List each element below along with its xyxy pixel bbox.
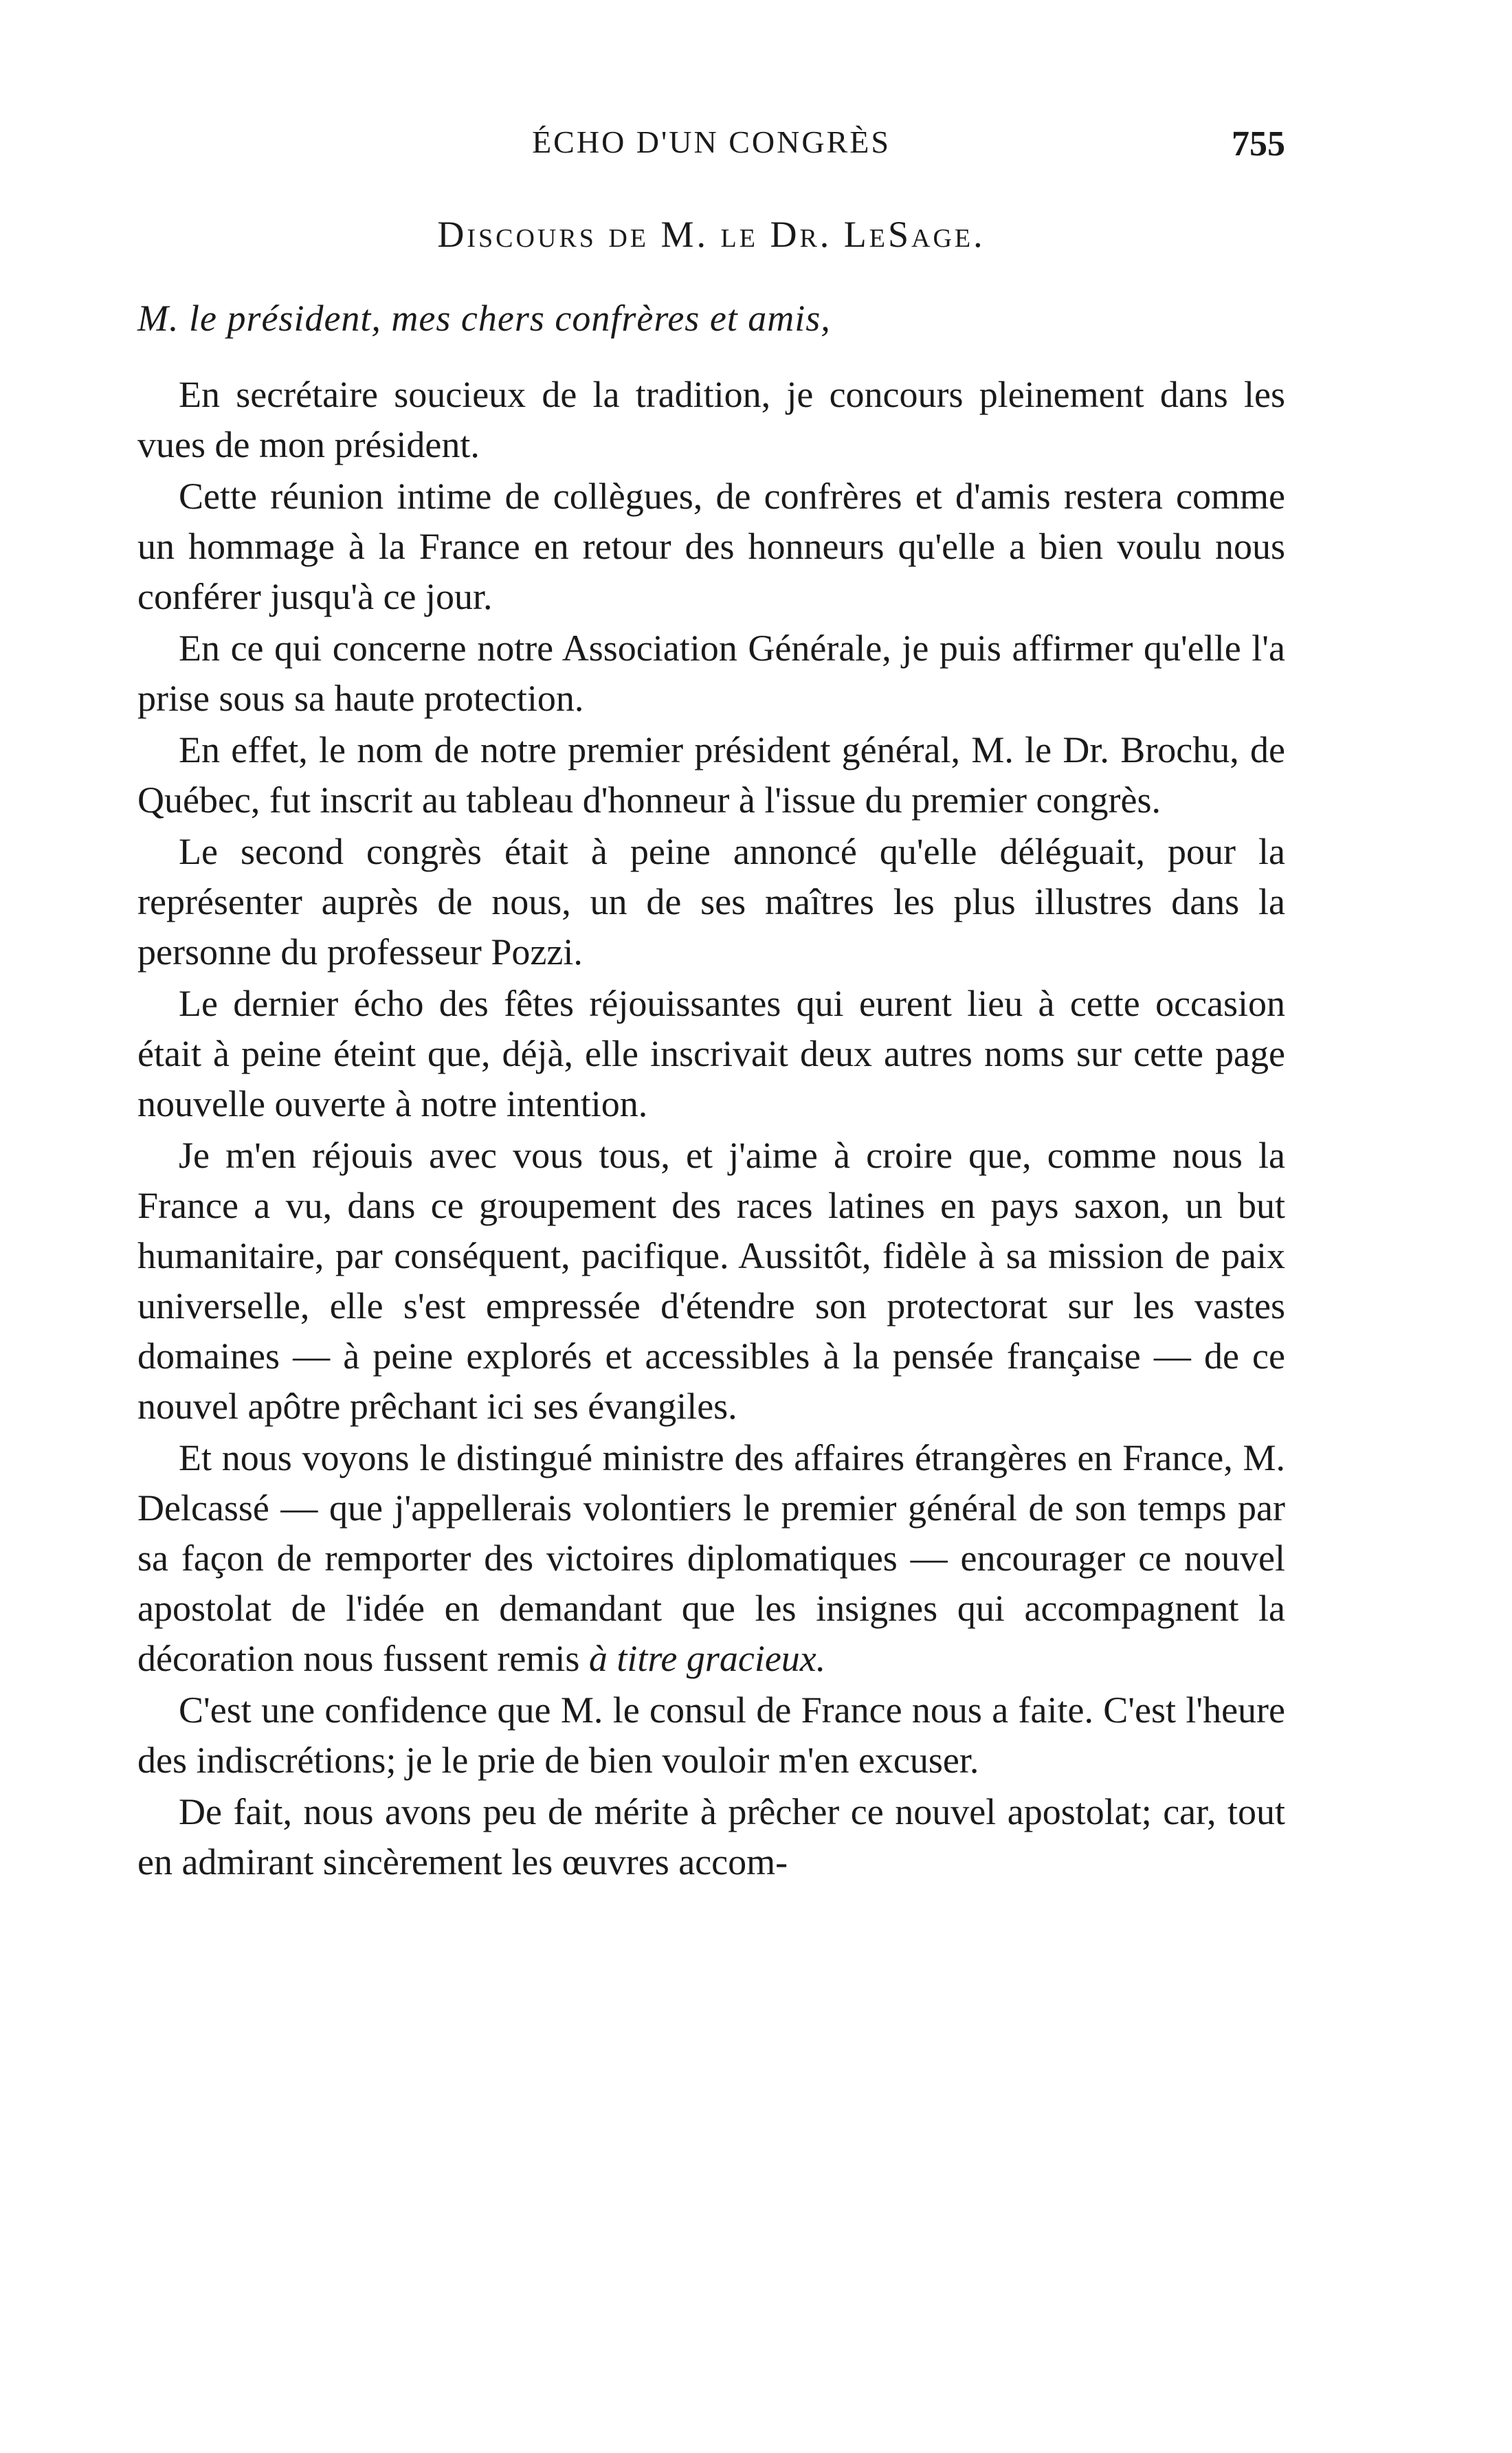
- paragraph: Je m'en réjouis avec vous tous, et j'aime à croire que, comme nous la France a vu, dans ce groupement des races latines en pays saxon, un but humanitaire, par conséquent, pacifique. Aussitôt, fidèle à sa mission de paix universelle, elle s'est empressée d'étendre son protectorat sur les vastes domaines — à peine explorés et accessibles à la pensée française — de ce nouvel apôtre prêchant ici ses évangiles.: [137, 1135, 1285, 1427]
- page-number: 755: [1232, 124, 1285, 164]
- running-head: [137, 124, 1285, 179]
- paragraph: Le second congrès était à peine annoncé qu'elle déléguait, pour la représenter auprès de nous, un de ses maîtres les plus illustres dans la personne du professeur Pozzi.: [137, 831, 1285, 973]
- paragraph: Le dernier écho des fêtes réjouissantes qui eurent lieu à cette occasion était à peine éteint que, déjà, elle inscrivait deux autres noms sur cette page nouvelle ouverte à notre intention.: [137, 983, 1285, 1124]
- paragraph: De fait, nous avons peu de mérite à prêcher ce nouvel apostolat; car, tout en admirant sincèrement les œuvres accom-: [137, 1791, 1285, 1883]
- running-title: ÉCHO D'UN CONGRÈS: [532, 124, 891, 159]
- book-page: [137, 124, 1285, 1889]
- paragraph-text: Et nous voyons le distingué ministre des affaires étrangères en France, M. Delcassé — que j'appellerais volontiers le premier général de son temps par sa façon de remporter des victoires diplomatiques — encourager ce nouvel apostolat de l'idée en demandant que les insignes qui accompagnent la décoration nous fussent remis: [137, 1437, 1285, 1679]
- section-title: Discours de M. le Dr. LeSage.: [437, 214, 986, 255]
- paragraph: En effet, le nom de notre premier président général, M. le Dr. Brochu, de Québec, fut inscrit au tableau d'honneur à l'issue du premier congrès.: [137, 729, 1285, 821]
- italic-phrase: à titre gracieux.: [588, 1638, 826, 1679]
- paragraph: En ce qui concerne notre Association Générale, je puis affirmer qu'elle l'a prise sous sa haute protection.: [137, 628, 1285, 719]
- paragraph: Cette réunion intime de collègues, de confrères et d'amis restera comme un hommage à la France en retour des honneurs qu'elle a bien voulu nous conférer jusqu'à ce jour.: [137, 476, 1285, 617]
- paragraph: [137, 1433, 1285, 1684]
- salutation: M. le président, mes chers confrères et amis,: [137, 298, 831, 339]
- paragraph: C'est une confidence que M. le consul de France nous a faite. C'est l'heure des indiscrétions; je le prie de bien vouloir m'en excuser.: [137, 1689, 1285, 1781]
- paragraph: En secrétaire soucieux de la tradition, je concours pleinement dans les vues de mon président.: [137, 374, 1285, 465]
